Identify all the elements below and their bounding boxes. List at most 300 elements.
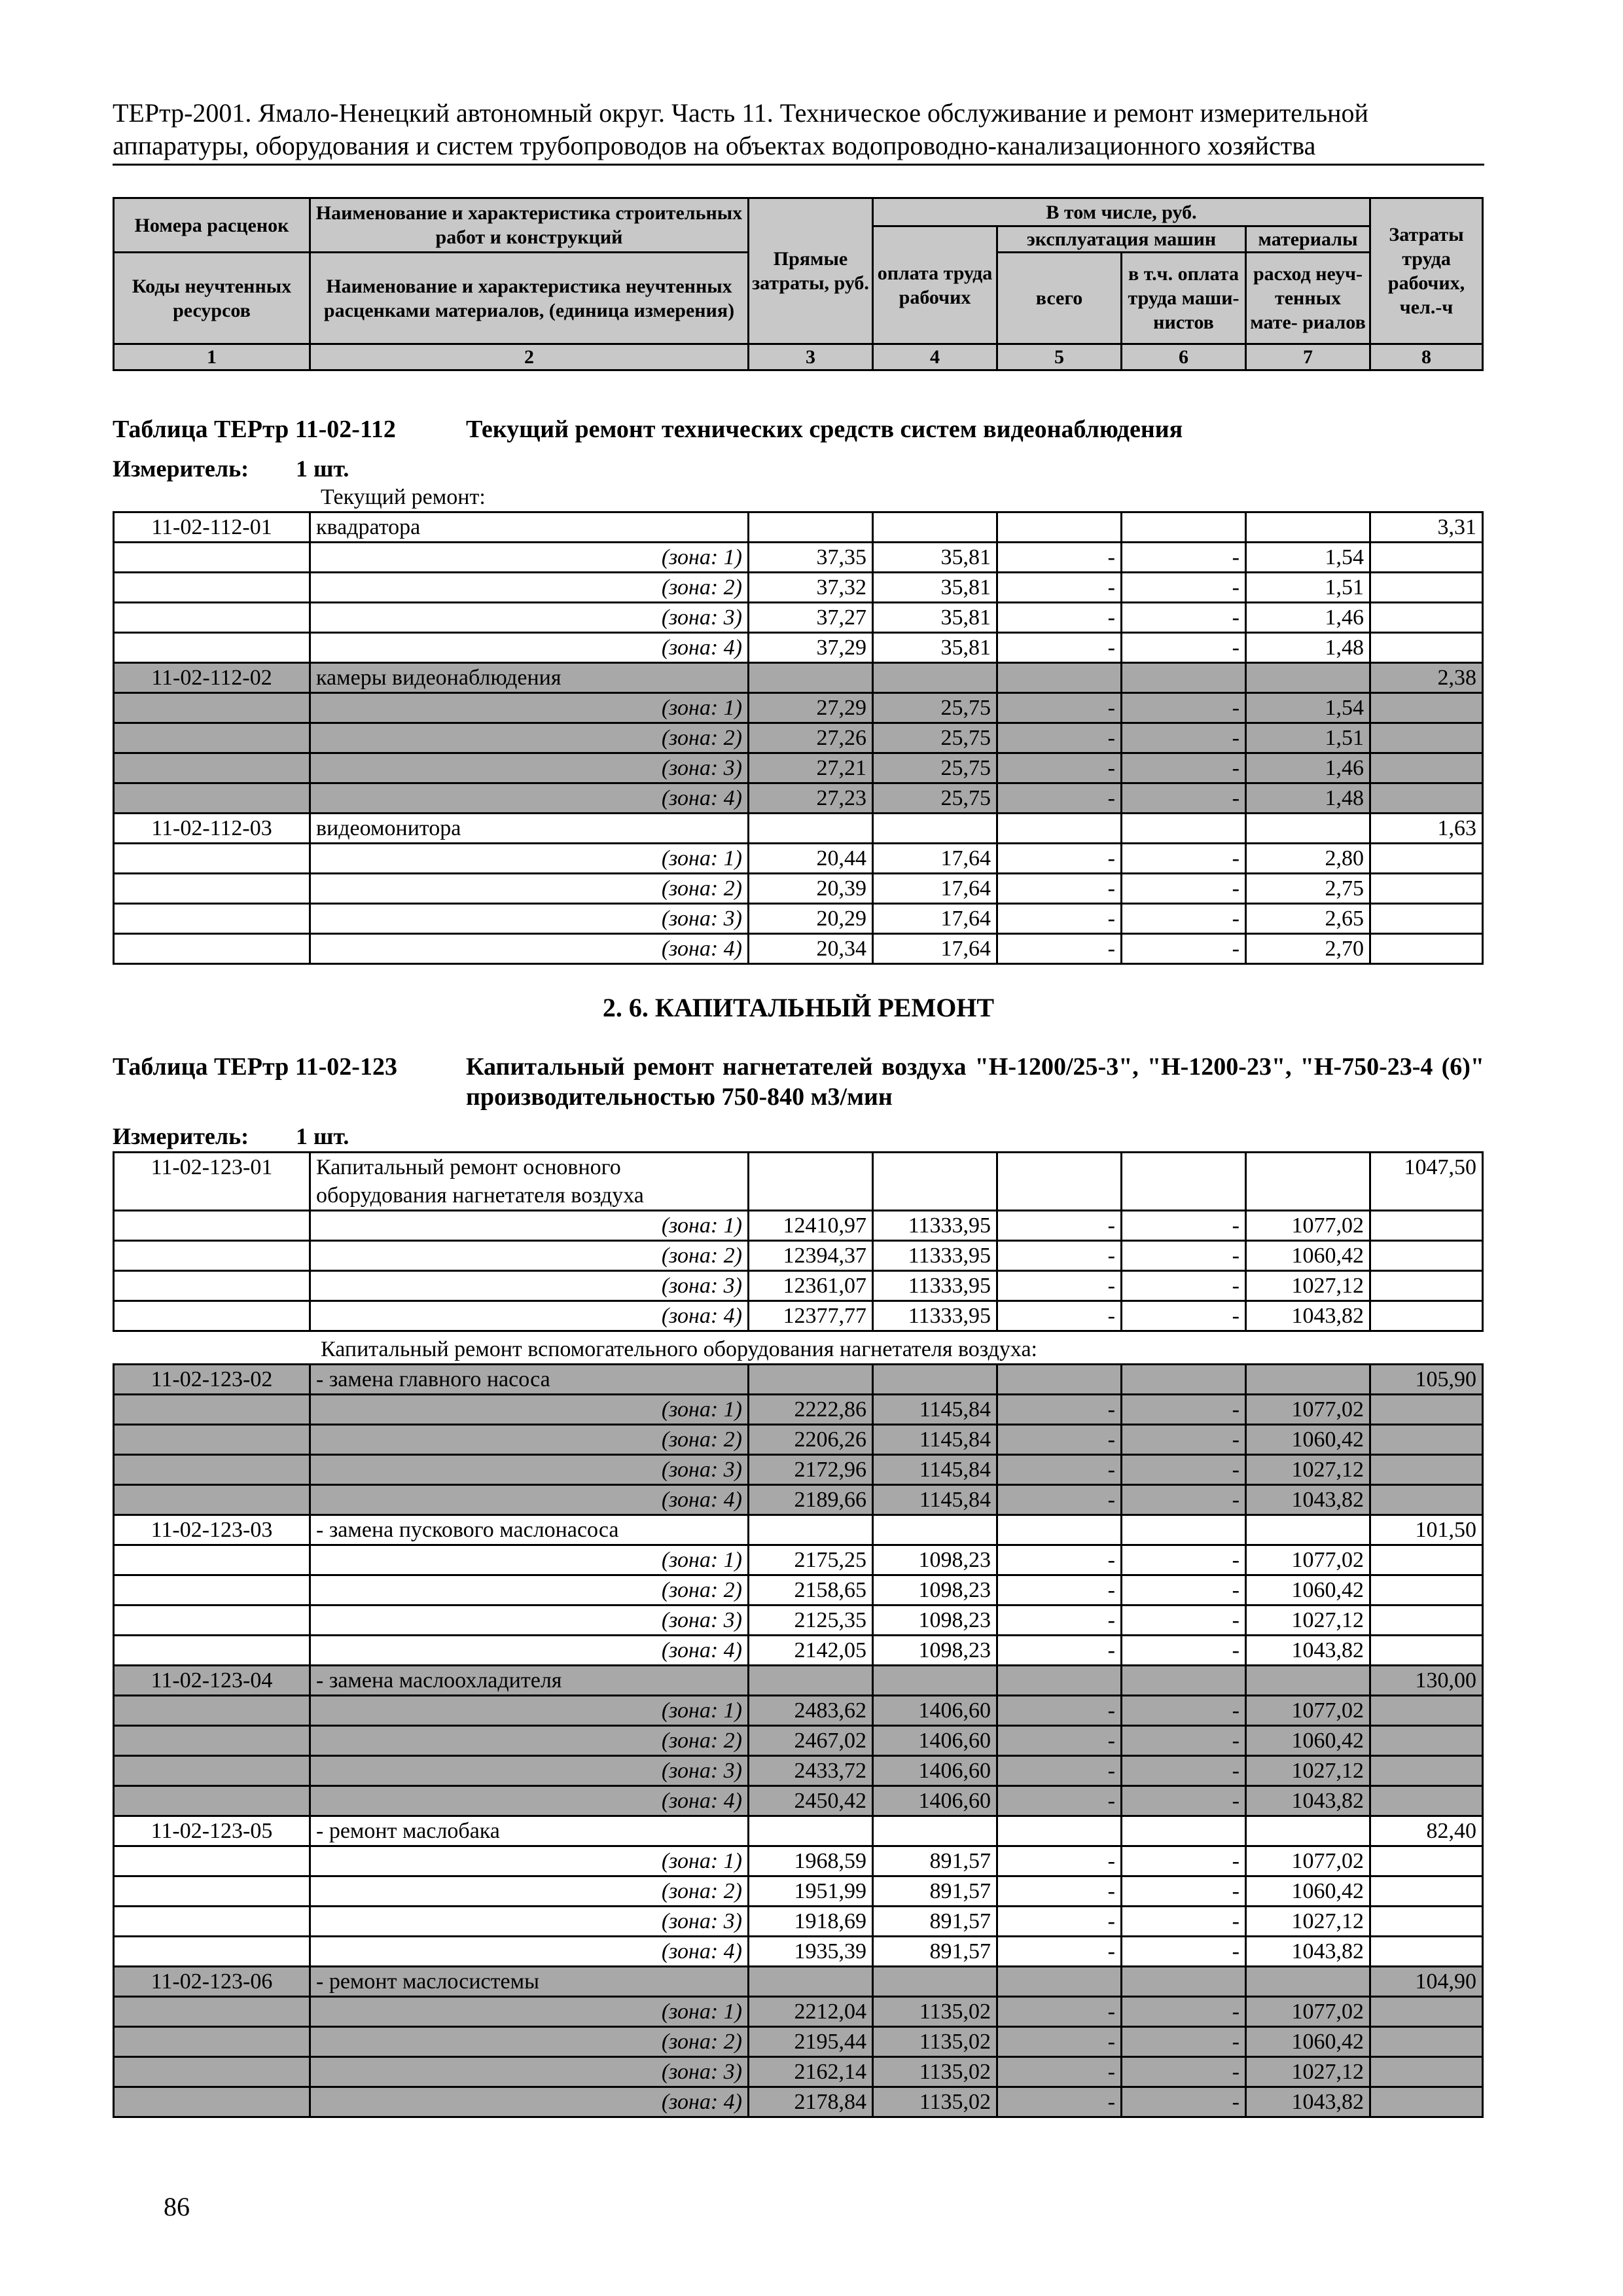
labor-costs: 101,50	[1370, 1515, 1483, 1545]
empty-cell	[1246, 1365, 1370, 1395]
empty-cell	[114, 1605, 310, 1636]
zone-row	[114, 1997, 1483, 2027]
materials: 1077,02	[1246, 1846, 1370, 1876]
worker-wages: 891,57	[873, 1907, 997, 1937]
direct-costs: 2125,35	[749, 1605, 873, 1636]
empty-cell	[1246, 1515, 1370, 1545]
table-1-number: Таблица ТЕРтр 11-02-112	[113, 416, 396, 443]
zone-label: (зона: 1)	[310, 1696, 749, 1726]
empty-cell	[997, 1967, 1122, 1997]
rate-name: - ремонт маслосистемы	[310, 1967, 749, 1997]
empty-cell	[873, 1515, 997, 1545]
empty-cell	[1246, 814, 1370, 844]
worker-wages: 1145,84	[873, 1485, 997, 1515]
rate-name: видеомонитора	[310, 814, 749, 844]
machinist-wages: -	[1122, 1726, 1246, 1756]
worker-wages: 1135,02	[873, 2057, 997, 2087]
direct-costs: 27,29	[749, 693, 873, 723]
worker-wages: 1145,84	[873, 1395, 997, 1425]
zone-row	[114, 1876, 1483, 1907]
page-number: 86	[164, 2192, 190, 2221]
labor-costs: 1047,50	[1370, 1153, 1483, 1211]
direct-costs: 37,32	[749, 573, 873, 603]
zone-row	[114, 1786, 1483, 1816]
zone-row	[114, 2087, 1483, 2117]
direct-costs: 2222,86	[749, 1395, 873, 1425]
worker-wages: 891,57	[873, 1846, 997, 1876]
direct-costs: 2142,05	[749, 1636, 873, 1666]
column-number: 1	[114, 344, 310, 370]
machines-total: -	[997, 844, 1122, 874]
zone-row	[114, 1395, 1483, 1425]
empty-cell	[114, 1455, 310, 1485]
machinist-wages: -	[1122, 1937, 1246, 1967]
materials: 1060,42	[1246, 2027, 1370, 2057]
empty-cell	[1370, 543, 1483, 573]
machines-total: -	[997, 1575, 1122, 1605]
empty-cell	[114, 1545, 310, 1575]
rate-group	[114, 512, 1483, 663]
table-2-subheading: Капитальный ремонт вспомогательного оборудования нагнетателя воздуха:	[321, 1337, 1037, 1361]
column-number: 7	[1246, 344, 1370, 370]
zone-label: (зона: 1)	[310, 1997, 749, 2027]
materials: 1043,82	[1246, 1485, 1370, 1515]
rate-name: - замена главного насоса	[310, 1365, 749, 1395]
machinist-wages: -	[1122, 1395, 1246, 1425]
measure-label: Измеритель:	[113, 456, 249, 482]
header-labor-costs: Затраты труда рабочих, чел.-ч	[1370, 198, 1483, 344]
worker-wages: 1406,60	[873, 1696, 997, 1726]
table-2-title	[113, 1052, 1484, 1112]
materials: 2,80	[1246, 844, 1370, 874]
empty-cell	[114, 573, 310, 603]
zone-label: (зона: 3)	[310, 1756, 749, 1786]
rate-code: 11-02-123-02	[114, 1365, 310, 1395]
empty-cell	[997, 814, 1122, 844]
direct-costs: 20,44	[749, 844, 873, 874]
empty-cell	[749, 663, 873, 693]
empty-cell	[114, 1425, 310, 1455]
zone-label: (зона: 1)	[310, 693, 749, 723]
zone-label: (зона: 3)	[310, 1455, 749, 1485]
empty-cell	[114, 783, 310, 814]
machinist-wages: -	[1122, 1425, 1246, 1455]
rate-name: квадратора	[310, 512, 749, 543]
zone-label: (зона: 2)	[310, 573, 749, 603]
zone-row	[114, 693, 1483, 723]
zone-label: (зона: 1)	[310, 844, 749, 874]
materials: 1060,42	[1246, 1241, 1370, 1271]
empty-cell	[749, 1153, 873, 1211]
machines-total: -	[997, 633, 1122, 663]
machines-total: -	[997, 723, 1122, 753]
zone-label: (зона: 4)	[310, 1301, 749, 1331]
machinist-wages: -	[1122, 1696, 1246, 1726]
rate-group	[114, 1666, 1483, 1816]
measure-value: 1 шт.	[296, 456, 349, 482]
materials: 1043,82	[1246, 1301, 1370, 1331]
empty-cell	[1122, 512, 1246, 543]
header-machinist-wages: в т.ч. оплата труда маши- нистов	[1122, 253, 1246, 344]
zone-row	[114, 1211, 1483, 1241]
empty-cell	[114, 904, 310, 934]
empty-cell	[1370, 723, 1483, 753]
header-rate-numbers: Номера расценок	[114, 198, 310, 253]
materials: 1060,42	[1246, 1575, 1370, 1605]
empty-cell	[1370, 1605, 1483, 1636]
empty-cell	[114, 1211, 310, 1241]
empty-cell	[1246, 1816, 1370, 1846]
machinist-wages: -	[1122, 904, 1246, 934]
table-1-title	[113, 414, 1484, 444]
zone-row	[114, 844, 1483, 874]
zone-row	[114, 1545, 1483, 1575]
machinist-wages: -	[1122, 633, 1246, 663]
empty-cell	[1370, 1907, 1483, 1937]
empty-cell	[1246, 512, 1370, 543]
direct-costs: 2206,26	[749, 1425, 873, 1455]
machines-total: -	[997, 1425, 1122, 1455]
header-material-consumption: расход неуч- тенных мате- риалов	[1246, 253, 1370, 344]
empty-cell	[1122, 1515, 1246, 1545]
empty-cell	[1122, 814, 1246, 844]
machinist-wages: -	[1122, 1271, 1246, 1301]
empty-cell	[114, 1907, 310, 1937]
zone-row	[114, 1846, 1483, 1876]
zone-label: (зона: 4)	[310, 1485, 749, 1515]
direct-costs: 2212,04	[749, 1997, 873, 2027]
labor-costs: 1,63	[1370, 814, 1483, 844]
empty-cell	[114, 1301, 310, 1331]
worker-wages: 1145,84	[873, 1455, 997, 1485]
zone-label: (зона: 3)	[310, 603, 749, 633]
machines-total: -	[997, 573, 1122, 603]
zone-row	[114, 633, 1483, 663]
zone-row	[114, 1636, 1483, 1666]
materials: 1,54	[1246, 543, 1370, 573]
empty-cell	[1122, 663, 1246, 693]
zone-row	[114, 2027, 1483, 2057]
empty-cell	[749, 1666, 873, 1696]
materials: 1077,02	[1246, 1696, 1370, 1726]
worker-wages: 1098,23	[873, 1636, 997, 1666]
machinist-wages: -	[1122, 1876, 1246, 1907]
empty-cell	[1370, 1241, 1483, 1271]
rate-row	[114, 1816, 1483, 1846]
worker-wages: 17,64	[873, 904, 997, 934]
worker-wages: 891,57	[873, 1937, 997, 1967]
empty-cell	[1370, 783, 1483, 814]
zone-row	[114, 1575, 1483, 1605]
empty-cell	[1122, 1816, 1246, 1846]
machinist-wages: -	[1122, 934, 1246, 964]
empty-cell	[1370, 1696, 1483, 1726]
empty-cell	[997, 663, 1122, 693]
direct-costs: 2178,84	[749, 2087, 873, 2117]
rate-group	[114, 663, 1483, 814]
materials: 1043,82	[1246, 1636, 1370, 1666]
empty-cell	[114, 1696, 310, 1726]
empty-cell	[1370, 1726, 1483, 1756]
direct-costs: 1918,69	[749, 1907, 873, 1937]
rate-name: Капитальный ремонт основного оборудования нагнетателя воздуха	[310, 1153, 749, 1211]
worker-wages: 25,75	[873, 783, 997, 814]
rate-group	[114, 1816, 1483, 1967]
machinist-wages: -	[1122, 1241, 1246, 1271]
machinist-wages: -	[1122, 753, 1246, 783]
materials: 1027,12	[1246, 1271, 1370, 1301]
header-direct-costs: Прямые затраты, руб.	[749, 198, 873, 344]
machinist-wages: -	[1122, 573, 1246, 603]
column-numbers-row	[114, 344, 1483, 370]
empty-cell	[1370, 844, 1483, 874]
empty-cell	[114, 1997, 310, 2027]
worker-wages: 1135,02	[873, 2027, 997, 2057]
materials: 1043,82	[1246, 2087, 1370, 2117]
worker-wages: 1135,02	[873, 1997, 997, 2027]
zone-label: (зона: 3)	[310, 904, 749, 934]
rate-code: 11-02-112-01	[114, 512, 310, 543]
empty-cell	[114, 2057, 310, 2087]
worker-wages: 1135,02	[873, 2087, 997, 2117]
machines-total: -	[997, 1545, 1122, 1575]
materials: 1,48	[1246, 633, 1370, 663]
machines-total: -	[997, 1696, 1122, 1726]
machines-total: -	[997, 603, 1122, 633]
machines-total: -	[997, 1211, 1122, 1241]
zone-label: (зона: 2)	[310, 874, 749, 904]
empty-cell	[1370, 1395, 1483, 1425]
rate-row	[114, 1515, 1483, 1545]
rate-code: 11-02-123-06	[114, 1967, 310, 1997]
materials: 1077,02	[1246, 1395, 1370, 1425]
column-header-table	[113, 197, 1484, 371]
empty-cell	[1246, 1967, 1370, 1997]
zone-label: (зона: 4)	[310, 1636, 749, 1666]
empty-cell	[1370, 573, 1483, 603]
zone-label: (зона: 4)	[310, 2087, 749, 2117]
zone-row	[114, 1907, 1483, 1937]
empty-cell	[1370, 603, 1483, 633]
zone-label: (зона: 3)	[310, 753, 749, 783]
zone-label: (зона: 4)	[310, 783, 749, 814]
materials: 1043,82	[1246, 1786, 1370, 1816]
empty-cell	[1370, 1485, 1483, 1515]
direct-costs: 2158,65	[749, 1575, 873, 1605]
empty-cell	[114, 1395, 310, 1425]
rate-code: 11-02-123-05	[114, 1816, 310, 1846]
machinist-wages: -	[1122, 1301, 1246, 1331]
zone-row	[114, 573, 1483, 603]
zone-row	[114, 1425, 1483, 1455]
machinist-wages: -	[1122, 1907, 1246, 1937]
materials: 1060,42	[1246, 1876, 1370, 1907]
empty-cell	[114, 2027, 310, 2057]
table-2-first-group	[113, 1151, 1484, 1332]
worker-wages: 17,64	[873, 844, 997, 874]
empty-cell	[114, 1485, 310, 1515]
empty-cell	[1370, 633, 1483, 663]
machines-total: -	[997, 1395, 1122, 1425]
zone-row	[114, 1455, 1483, 1485]
labor-costs: 2,38	[1370, 663, 1483, 693]
empty-cell	[1370, 1876, 1483, 1907]
zone-label: (зона: 4)	[310, 633, 749, 663]
machinist-wages: -	[1122, 874, 1246, 904]
labor-costs: 130,00	[1370, 1666, 1483, 1696]
running-header-line-1: ТЕРтр-2001. Ямало-Ненецкий автономный округ. Часть 11. Техническое обслуживание и ремонт измерительной	[113, 98, 1368, 128]
rate-name: - замена пускового маслонасоса	[310, 1515, 749, 1545]
machines-total: -	[997, 1636, 1122, 1666]
running-header	[113, 97, 1484, 166]
table-2-name: Капитальный ремонт нагнетателей воздуха "Н-1200/25-3", "Н-1200-23", "Н-750-23-4 (6)" производительностью 750-840 м3/мин	[466, 1053, 1484, 1111]
zone-row	[114, 1271, 1483, 1301]
direct-costs: 20,34	[749, 934, 873, 964]
machinist-wages: -	[1122, 1636, 1246, 1666]
machinist-wages: -	[1122, 1485, 1246, 1515]
column-number: 2	[310, 344, 749, 370]
zone-row	[114, 874, 1483, 904]
machines-total: -	[997, 1907, 1122, 1937]
empty-cell	[997, 1816, 1122, 1846]
materials: 2,65	[1246, 904, 1370, 934]
zone-row	[114, 1937, 1483, 1967]
empty-cell	[1370, 1756, 1483, 1786]
empty-cell	[114, 1636, 310, 1666]
running-header-line-2: аппаратуры, оборудования и систем трубопроводов на объектах водопроводно-канализационного хозяйства	[113, 131, 1316, 160]
materials: 2,70	[1246, 934, 1370, 964]
machinist-wages: -	[1122, 2027, 1246, 2057]
zone-row	[114, 1696, 1483, 1726]
machines-total: -	[997, 1756, 1122, 1786]
rate-code: 11-02-123-03	[114, 1515, 310, 1545]
rate-code: 11-02-123-04	[114, 1666, 310, 1696]
direct-costs: 1951,99	[749, 1876, 873, 1907]
header-including: В том числе, руб.	[873, 198, 1370, 226]
machinist-wages: -	[1122, 1756, 1246, 1786]
empty-cell	[749, 512, 873, 543]
table-1-measure	[113, 454, 1484, 484]
labor-costs: 82,40	[1370, 1816, 1483, 1846]
machines-total: -	[997, 1997, 1122, 2027]
machines-total: -	[997, 2027, 1122, 2057]
zone-row	[114, 723, 1483, 753]
worker-wages: 1406,60	[873, 1726, 997, 1756]
direct-costs: 20,29	[749, 904, 873, 934]
machinist-wages: -	[1122, 723, 1246, 753]
machines-total: -	[997, 1726, 1122, 1756]
machinist-wages: -	[1122, 783, 1246, 814]
machinist-wages: -	[1122, 2087, 1246, 2117]
direct-costs: 2450,42	[749, 1786, 873, 1816]
empty-cell	[1246, 1666, 1370, 1696]
empty-cell	[114, 633, 310, 663]
empty-cell	[114, 844, 310, 874]
machines-total: -	[997, 1455, 1122, 1485]
rate-row	[114, 814, 1483, 844]
header-wages: оплата труда рабочих	[873, 226, 997, 344]
machines-total: -	[997, 2057, 1122, 2087]
materials: 2,75	[1246, 874, 1370, 904]
empty-cell	[1370, 1636, 1483, 1666]
machinist-wages: -	[1122, 1846, 1246, 1876]
machines-total: -	[997, 1605, 1122, 1636]
empty-cell	[749, 1967, 873, 1997]
table-1-subheading: Текущий ремонт:	[321, 485, 486, 509]
empty-cell	[997, 1515, 1122, 1545]
direct-costs: 12377,77	[749, 1301, 873, 1331]
direct-costs: 2433,72	[749, 1756, 873, 1786]
direct-costs: 2467,02	[749, 1726, 873, 1756]
worker-wages: 35,81	[873, 573, 997, 603]
materials: 1060,42	[1246, 1726, 1370, 1756]
empty-cell	[1370, 1425, 1483, 1455]
worker-wages: 11333,95	[873, 1211, 997, 1241]
empty-cell	[1370, 2027, 1483, 2057]
header-materials: материалы	[1246, 226, 1370, 253]
materials: 1043,82	[1246, 1937, 1370, 1967]
empty-cell	[114, 874, 310, 904]
direct-costs: 27,26	[749, 723, 873, 753]
machines-total: -	[997, 1876, 1122, 1907]
rate-group	[114, 1365, 1483, 1515]
zone-label: (зона: 3)	[310, 2057, 749, 2087]
machines-total: -	[997, 874, 1122, 904]
empty-cell	[1370, 1997, 1483, 2027]
empty-cell	[749, 1365, 873, 1395]
empty-cell	[1370, 693, 1483, 723]
empty-cell	[1122, 1153, 1246, 1211]
rate-name: - ремонт маслобака	[310, 1816, 749, 1846]
materials: 1027,12	[1246, 2057, 1370, 2087]
worker-wages: 17,64	[873, 874, 997, 904]
materials: 1,54	[1246, 693, 1370, 723]
header-material-name: Наименование и характеристика неучтенных расценками материалов, (единица измерения)	[310, 253, 749, 344]
materials: 1,48	[1246, 783, 1370, 814]
empty-cell	[114, 1241, 310, 1271]
machinist-wages: -	[1122, 2057, 1246, 2087]
materials: 1077,02	[1246, 1545, 1370, 1575]
column-number: 6	[1122, 344, 1246, 370]
zone-label: (зона: 2)	[310, 1876, 749, 1907]
zone-label: (зона: 2)	[310, 1241, 749, 1271]
zone-row	[114, 1726, 1483, 1756]
section-title: 2. 6. КАПИТАЛЬНЫЙ РЕМОНТ	[602, 993, 995, 1022]
worker-wages: 891,57	[873, 1876, 997, 1907]
direct-costs: 12410,97	[749, 1211, 873, 1241]
rate-row	[114, 1153, 1483, 1211]
table-2-measure	[113, 1121, 1484, 1151]
empty-cell	[1370, 1786, 1483, 1816]
zone-row	[114, 1241, 1483, 1271]
machinist-wages: -	[1122, 1605, 1246, 1636]
rate-row	[114, 1365, 1483, 1395]
table-1-body	[113, 511, 1484, 965]
worker-wages: 1098,23	[873, 1545, 997, 1575]
machines-total: -	[997, 1485, 1122, 1515]
empty-cell	[1370, 1937, 1483, 1967]
labor-costs: 105,90	[1370, 1365, 1483, 1395]
empty-cell	[114, 723, 310, 753]
table-1-name: Текущий ремонт технических средств систем видеонаблюдения	[466, 416, 1183, 443]
worker-wages: 35,81	[873, 633, 997, 663]
header-work-name: Наименование и характеристика строительных работ и конструкций	[310, 198, 749, 253]
machinist-wages: -	[1122, 1455, 1246, 1485]
empty-cell	[114, 693, 310, 723]
rate-group	[114, 1515, 1483, 1666]
worker-wages: 11333,95	[873, 1301, 997, 1331]
measure-value: 1 шт.	[296, 1123, 349, 1149]
